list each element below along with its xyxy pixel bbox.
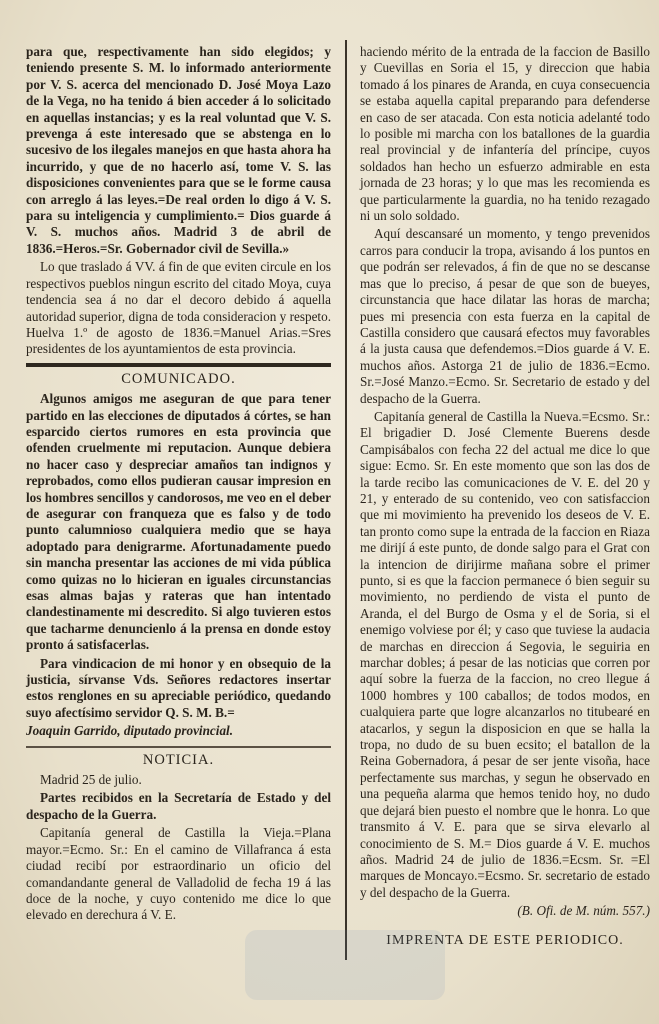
left-column (26, 44, 331, 926)
text-paragraph: Para vindicacion de mi honor y en obsequio de la justicia, sírvanse Vds. Señores redactores insertar estos renglones en su apreciable periódico, quedando suyo afectísimo servidor Q. S. M. B.= (26, 655, 331, 720)
section-heading-noticia (26, 752, 331, 768)
library-stamp-watermark (245, 930, 445, 1000)
text-paragraph: Aquí descansaré un momento, y tengo prevenidos carros para conducir la tropa, avisando á los puntos en que podrán ser relevados, á fin de que no se descanse mas que lo preciso, á pesar de que son de bueyes, circunstancia que hace dilatar las horas de marcha; pues mi presencia con esta fuerza en la capital de Castilla considero que causará efectos muy favorables á la justa causa que defendemos.=Dios guarde á V. E. muchos años. Astorga 21 de julio de 1836.=Ecmo. Sr.=José Manzo.=Ecmo. Sr. Secretario de estado y del despacho de la Guerra. (360, 226, 650, 406)
column-divider (345, 40, 347, 960)
printer-imprint: IMPRENTA DE ESTE PERIODICO. (386, 932, 624, 948)
text-paragraph: para que, respectivamente han sido elegidos; y teniendo presente S. M. lo informado anteriormente por V. S. acerca del mencionado D. José Moya Lazo de la Vega, no ha tenido á bien acceder á lo solicitado en aquellas instancias; y es la real voluntad que V. S. prevenga á este interesado que se abstenga en lo sucesivo de los ilegales manejos en que hasta ahora ha incurrido, y que de no hacerlo así, tome V. S. las disposiciones convenientes para que se le forme causa con arreglo á las leyes.=De real orden lo digo á V. S. para su inteligencia y cumplimiento.= Dios guarde á V. S. muchos años. Madrid 3 de abril de 1836.=Heros.=Sr. Gobernador civil de Sevilla.» (26, 44, 331, 256)
right-column (360, 44, 650, 949)
text-paragraph: Algunos amigos me aseguran de que para tener partido en las elecciones de diputados á córtes, se han esparcido ciertos rumores en esta provincia que ofenden cruelmente mi reputacion. Aunque debiera no hacer caso y despreciar amaños tan indignos y reprobados, como ellos pudieran causar impresion en los hombres sencillos y candorosos, me veo en el deber de asegurar con franqueza que es falso y de todo punto calumnioso cualquiera medio que se haya adoptado para denigrarme. Afortunadamente puedo sin mancha presentar las acciones de mi vida pública como quizas no lo hicieran en iguales circunstancias esas almas bajas y rateras que han intentado clandestinamente mi descredito. Si algo tuvieren estos que tacharme denuncienlo á la prensa en donde estoy pronto á satisfacerlas. (26, 391, 331, 653)
text-paragraph: Capitanía general de Castilla la Vieja.=Plana mayor.=Ecmo. Sr.: En el camino de Villafranca á esta ciudad recibí por estraordinario un oficio del comandandante general de Valladolid de fecha 19 á las doce de la noche, y cuyo contenido me dice lo que elevado en derechura á V. E. (26, 825, 331, 923)
text-paragraph: Madrid 25 de julio. (40, 772, 142, 788)
text-paragraph: haciendo mérito de la entrada de la faccion de Basillo y Cuevillas en Soria el 15, y direccion que habia tomado á los pinares de Aranda, en cuya consecuencia se estaba aquella capital preparando para defenderse en caso de ser atacada. Con esta noticia adelanté todo lo posible mi marcha con los batallones de la guardia real provincial y de infantería del príncipe, cuyos soldados han hecho un esfuerzo admirable en esta jornada de 23 horas; y lo que mas les recomienda es que particularmente la guardia, no ha tenido rezagado ni un solo soldado. (360, 44, 650, 224)
section-rule (26, 746, 331, 748)
heading-text: NOTICIA. (142, 751, 215, 768)
text-paragraph: Partes recibidos en la Secretaría de Estado y del despacho de la Guerra. (26, 790, 331, 822)
section-rule (26, 363, 331, 367)
text-paragraph: Capitanía general de Castilla la Nueva.=Ecsmo. Sr.: El brigadier D. José Clemente Buerens desde Campisábalos con fecha 22 del actual me dice lo que sigue: Ecmo. Sr. En este momento que son las dos de la tarde recibo las comunicaciones de V. E. del 20 y 21, y enterado de su contenido, veo con satisfaccion que mi movimiento ha prevenido los deseos de V. E. tan pronto como supe la entrada de la faccion en Riaza me dirijí á este punto, de donde salgo para el Grat con la intencion de dirijirme mañana sobre el primer punto, si es que la faccion permanece ó bien seguir su movimiento, no perdiendo de vista el punto de Aranda, el del Burgo de Osma y el de Soria, si el enemigo volviese por él; y caso que tuviese la audacia de marchas en direccion á Segovia, le seguiria en marchar dobles; á pesar de las noticias que corren por aquí sobre la fuerza de la faccion, no creo llegue á 1000 hombres y 100 caballos; de todos modos, en cualquiera parte que logre alcanzarlos no titubearé en atacarlos, y segun la disposicion en que se halla la tropa, no dudo de su buen ecsito; el batallon de la Reina Gobernadora, á pesar de ser jente visoña, hace perfectamente sus marchas, y segun he observado en una pequeña alarma que hemos tenido hoy, no dudo que dejará bien puesto el nombre que le honra. Lo que transmito á V. E. para que se sirva elevarlo al conocimiento de S. M.= Dios guarde á V. E. muchos años. Madrid 24 de julio de 1836.=Ecsm. Sr. =El marques de Moncayo.=Ecsmo. Sr. secretario de estado y del despacho de la Guerra. (360, 408, 650, 900)
heading-text: COMUNICADO. (121, 370, 236, 387)
section-heading-comunicado (26, 371, 331, 387)
source-citation: (B. Ofi. de M. núm. 557.) (517, 903, 650, 919)
text-paragraph: Lo que traslado á VV. á fin de que eviten circule en los respectivos pueblos ningun escrito del citado Moya, cuya tendencia sea á no dar el decoro debido á aquella autoridad superior, digna de toda consideracion y respeto. Huelva 1.º de agosto de 1836.=Manuel Arias.=Sres presidentes de los ayuntamientos de esta provincia. (26, 259, 331, 357)
signature: Joaquin Garrido, diputado provincial. (26, 723, 234, 739)
